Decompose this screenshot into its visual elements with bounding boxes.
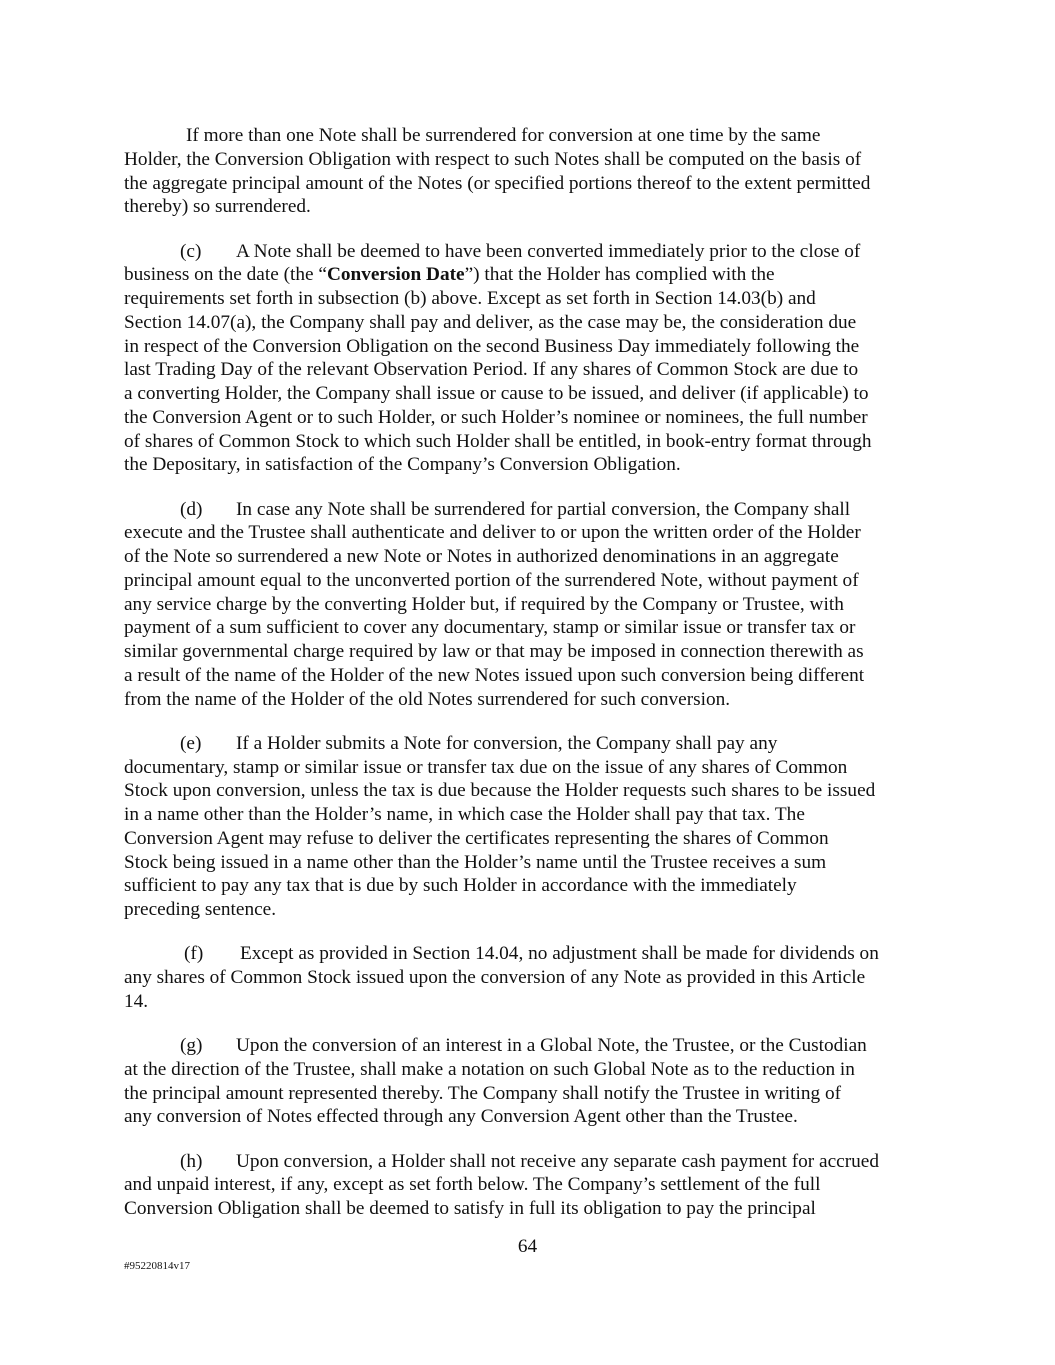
text-segment: execute and the Trustee shall authenticate and deliver to or upon the written order of the Holder: [124, 522, 861, 544]
text-segment: business on the date (the “: [124, 264, 327, 286]
text-segment: requirements set forth in subsection (b) above. Except as set forth in Section 14.03(b) and: [124, 288, 816, 309]
text-segment: preceding sentence.: [124, 899, 277, 920]
paragraph-intro: [124, 124, 944, 219]
text-segment: Stock upon conversion, unless the tax is due because the Holder requests such shares to be issued: [124, 780, 876, 802]
text-line: [124, 521, 944, 545]
text-segment: last Trading Day of the relevant Observation Period. If any shares of Common Stock are due to: [124, 359, 859, 381]
text-segment: If a Holder submits a Note for conversion, the Company shall pay any: [236, 732, 778, 754]
text-segment: In case any Note shall be surrendered for partial conversion, the Company shall: [236, 498, 851, 520]
text-line: [124, 1082, 944, 1106]
text-segment: Conversion Obligation shall be deemed to satisfy in full its obligation to pay the principal: [124, 1198, 816, 1219]
text-segment: from the name of the Holder of the old Notes surrendered for such conversion.: [124, 688, 731, 710]
text-segment: Upon conversion, a Holder shall not receive any separate cash payment for accrued: [236, 1150, 879, 1172]
section-label: (h): [180, 1150, 203, 1172]
paragraph-f: [124, 942, 944, 1013]
text-line: [124, 498, 944, 522]
text-segment: If more than one Note shall be surrendered for conversion at one time by the same: [186, 125, 821, 146]
text-segment: Section 14.07(a), the Company shall pay and deliver, as the case may be, the consideration due: [124, 311, 857, 333]
text-segment: Upon the conversion of an interest in a Global Note, the Trustee, or the Custodian: [236, 1035, 867, 1056]
section-label: (d): [180, 498, 203, 520]
section-label: (g): [180, 1035, 203, 1056]
text-segment: documentary, stamp or similar issue or transfer tax due on the issue of any shares of Common: [124, 756, 848, 778]
paragraph-c: [124, 240, 944, 478]
text-line: [124, 1058, 944, 1082]
defined-term: Conversion Date: [326, 264, 465, 286]
text-line: [124, 430, 944, 454]
text-line: [124, 966, 944, 990]
paragraph-g: [124, 1034, 944, 1129]
text-line: [124, 406, 944, 430]
text-line: [124, 195, 944, 219]
section-label: (e): [180, 732, 202, 754]
paragraph-d: [124, 498, 944, 712]
text-segment: any service charge by the converting Holder but, if required by the Company or Trustee, with: [124, 593, 844, 615]
text-line: [124, 124, 944, 148]
text-segment: 14.: [124, 990, 149, 1012]
text-line: [124, 990, 944, 1014]
text-line: [124, 756, 944, 780]
text-line: [124, 732, 944, 756]
text-line: [124, 640, 944, 664]
text-segment: Holder, the Conversion Obligation with respect to such Notes shall be computed on the basis of: [124, 148, 862, 170]
text-segment: Stock being issued in a name other than the Holder’s name until the Trustee receives a sum: [124, 851, 827, 873]
text-segment: the aggregate principal amount of the Notes (or specified portions thereof to the extent permitted: [124, 172, 871, 194]
text-line: [124, 851, 944, 875]
text-segment: similar governmental charge required by law or that may be imposed in connection therewith as: [124, 641, 864, 662]
text-line: [124, 664, 944, 688]
text-segment: a result of the name of the Holder of the new Notes issued upon such conversion being different: [124, 664, 865, 686]
text-line: [124, 803, 944, 827]
text-segment: sufficient to pay any tax that is due by such Holder in accordance with the immediately: [124, 875, 797, 897]
text-segment: the principal amount represented thereby. The Company shall notify the Trustee in writing of: [124, 1082, 842, 1104]
text-segment: any shares of Common Stock issued upon the conversion of any Note as provided in this Article: [124, 967, 866, 988]
text-segment: ”) that the Holder has complied with the: [464, 264, 775, 286]
text-line: [124, 172, 944, 196]
text-line: [124, 569, 944, 593]
text-segment: Conversion Agent may refuse to deliver the certificates representing the shares of Common: [124, 827, 829, 849]
paragraph-h: [124, 1150, 944, 1221]
text-line: [124, 827, 944, 851]
text-line: [124, 263, 944, 287]
paragraph-e: [124, 732, 944, 922]
text-line: [124, 358, 944, 382]
text-segment: A Note shall be deemed to have been converted immediately prior to the close of: [236, 240, 861, 262]
text-segment: any conversion of Notes effected through any Conversion Agent other than the Trustee.: [124, 1106, 798, 1128]
text-line: [124, 1197, 944, 1221]
text-segment: principal amount equal to the unconverted portion of the surrendered Note, without payment of: [124, 569, 859, 591]
text-line: [124, 593, 944, 617]
text-line: [124, 616, 944, 640]
text-segment: in respect of the Conversion Obligation on the second Business Day immediately following the: [124, 335, 860, 357]
page-number: 64: [517, 1236, 538, 1257]
text-line: [124, 240, 944, 264]
text-segment: and unpaid interest, if any, except as set forth below. The Company’s settlement of the full: [124, 1174, 821, 1196]
text-segment: of shares of Common Stock to which such Holder shall be entitled, in book-entry format through: [124, 430, 872, 452]
document-id: #95220814v17: [124, 1260, 190, 1272]
text-line: [124, 779, 944, 803]
text-line: [124, 1173, 944, 1197]
text-segment: thereby) so surrendered.: [124, 196, 311, 218]
document-body: [124, 124, 944, 1241]
text-segment: payment of a sum sufficient to cover any documentary, stamp or similar issue or transfer tax or: [124, 617, 856, 639]
text-line: [124, 545, 944, 569]
text-line: [124, 1150, 944, 1174]
text-segment: the Depositary, in satisfaction of the Company’s Conversion Obligation.: [124, 454, 681, 476]
text-line: [124, 311, 944, 335]
text-segment: a converting Holder, the Company shall issue or cause to be issued, and deliver (if applicable) to: [124, 383, 869, 404]
text-segment: at the direction of the Trustee, shall make a notation on such Global Note as to the reduction in: [124, 1058, 855, 1080]
text-line: [124, 453, 944, 477]
text-line: [124, 287, 944, 311]
text-line: [124, 1034, 944, 1058]
text-segment: Except as provided in Section 14.04, no adjustment shall be made for dividends on: [240, 943, 879, 965]
text-line: [124, 942, 944, 966]
section-label: (f): [184, 943, 204, 965]
text-segment: the Conversion Agent or to such Holder, or such Holder’s nominee or nominees, the full number: [124, 406, 868, 428]
text-line: [124, 898, 944, 922]
text-line: [124, 1105, 944, 1129]
section-label: (c): [180, 240, 202, 262]
text-line: [124, 688, 944, 712]
text-line: [124, 148, 944, 172]
text-segment: of the Note so surrendered a new Note or Notes in authorized denominations in an aggregate: [124, 546, 839, 567]
text-line: [124, 382, 944, 406]
text-line: [124, 874, 944, 898]
text-segment: in a name other than the Holder’s name, in which case the Holder shall pay that tax. The: [124, 804, 805, 825]
text-line: [124, 335, 944, 359]
